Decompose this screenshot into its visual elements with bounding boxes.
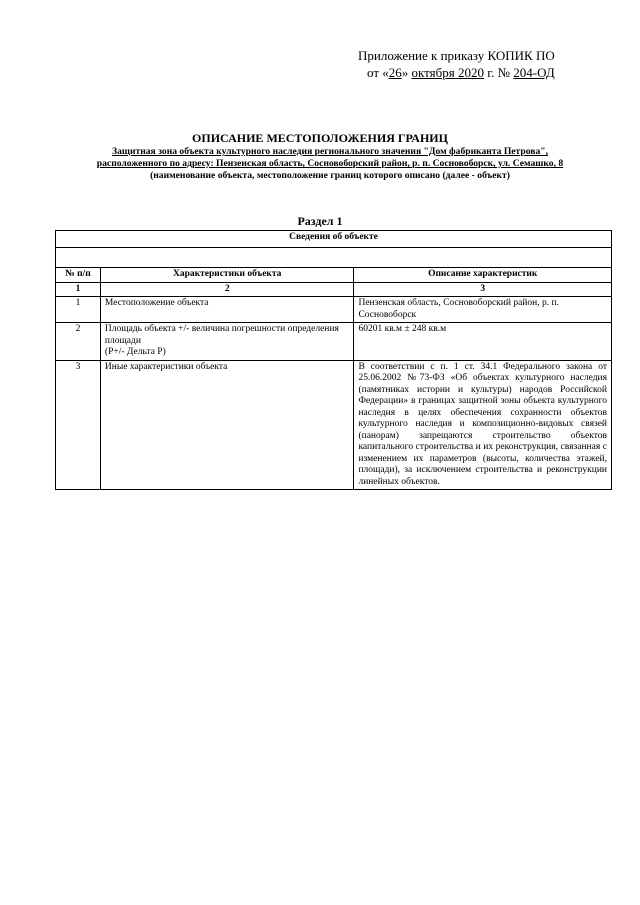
col-number-1: 1 <box>56 282 101 297</box>
annex-month-year: октября 2020 <box>411 65 484 80</box>
document-subtitle <box>60 146 600 182</box>
row-characteristic: Местоположение объекта <box>100 297 354 323</box>
subtitle-line2: расположенного по адресу: Пензенская область, Сосновоборский район, р. п. Сосновоборск, ул. Семашко, 8 <box>96 158 564 169</box>
spacer-cell <box>56 248 612 268</box>
annex-mid: » <box>401 65 412 80</box>
table-row <box>56 360 612 490</box>
annex-line1: Приложение к приказу КОПИК ПО <box>358 48 555 63</box>
row-number: 1 <box>56 297 101 323</box>
annex-header <box>358 47 555 81</box>
header-row <box>56 268 612 283</box>
table-caption: Сведения об объекте <box>56 231 612 248</box>
row-description: 60201 кв.м ± 248 кв.м <box>354 323 612 361</box>
header-description: Описание характеристик <box>354 268 612 283</box>
table-row <box>56 323 612 361</box>
row-characteristic: Иные характеристики объекта <box>100 360 354 490</box>
subtitle-line3: (наименование объекта, местоположение границ которого описано (далее - объект) <box>150 170 510 181</box>
annex-number: 204-ОД <box>513 65 555 80</box>
spacer-row <box>56 248 612 268</box>
header-number: № п/п <box>56 268 101 283</box>
subtitle-line1: Защитная зона объекта культурного наследия регионального значения "Дом фабриканта Петрова", <box>112 146 548 157</box>
row-characteristic <box>100 323 354 361</box>
row-characteristic-formula: (Р+/- Дельта Р) <box>104 347 166 357</box>
section-title: Раздел 1 <box>297 214 343 228</box>
row-number: 3 <box>56 360 101 490</box>
annex-prefix: от « <box>367 65 389 80</box>
col-number-3: 3 <box>354 282 612 297</box>
object-info-table <box>55 230 612 490</box>
row-description: Пензенская область, Сосновоборский район, р. п. Сосновоборск <box>354 297 612 323</box>
caption-row <box>56 231 612 248</box>
annex-line2 <box>358 64 555 81</box>
annex-suffix: г. № <box>484 65 514 80</box>
annex-day: 26 <box>388 65 402 80</box>
row-description: В соответствии с п. 1 ст. 34.1 Федерального закона от 25.06.2002 №73-ФЗ «Об объектах культурного наследия (памятниках истории и культуры) народов Российской Федерации» в границах защитной зоны объекта культурного наследия в целях обеспечения сохранности объектов культурного наследия и композиционно-видовых связей (панорам) запрещаются строительство объектов капитального строительства и их реконструкция, связанная с изменением их параметров (высоты, количества этажей, площади), за исключением строительства и реконструкции линейных объектов. <box>354 360 612 490</box>
row-characteristic-text: Площадь объекта +/- величина погрешности определения площади <box>104 324 339 346</box>
header-characteristic: Характеристики объекта <box>100 268 354 283</box>
row-number: 2 <box>56 323 101 361</box>
col-number-2: 2 <box>100 282 354 297</box>
document-title: ОПИСАНИЕ МЕСТОПОЛОЖЕНИЯ ГРАНИЦ <box>192 131 448 145</box>
table-row <box>56 297 612 323</box>
col-number-row <box>56 282 612 297</box>
